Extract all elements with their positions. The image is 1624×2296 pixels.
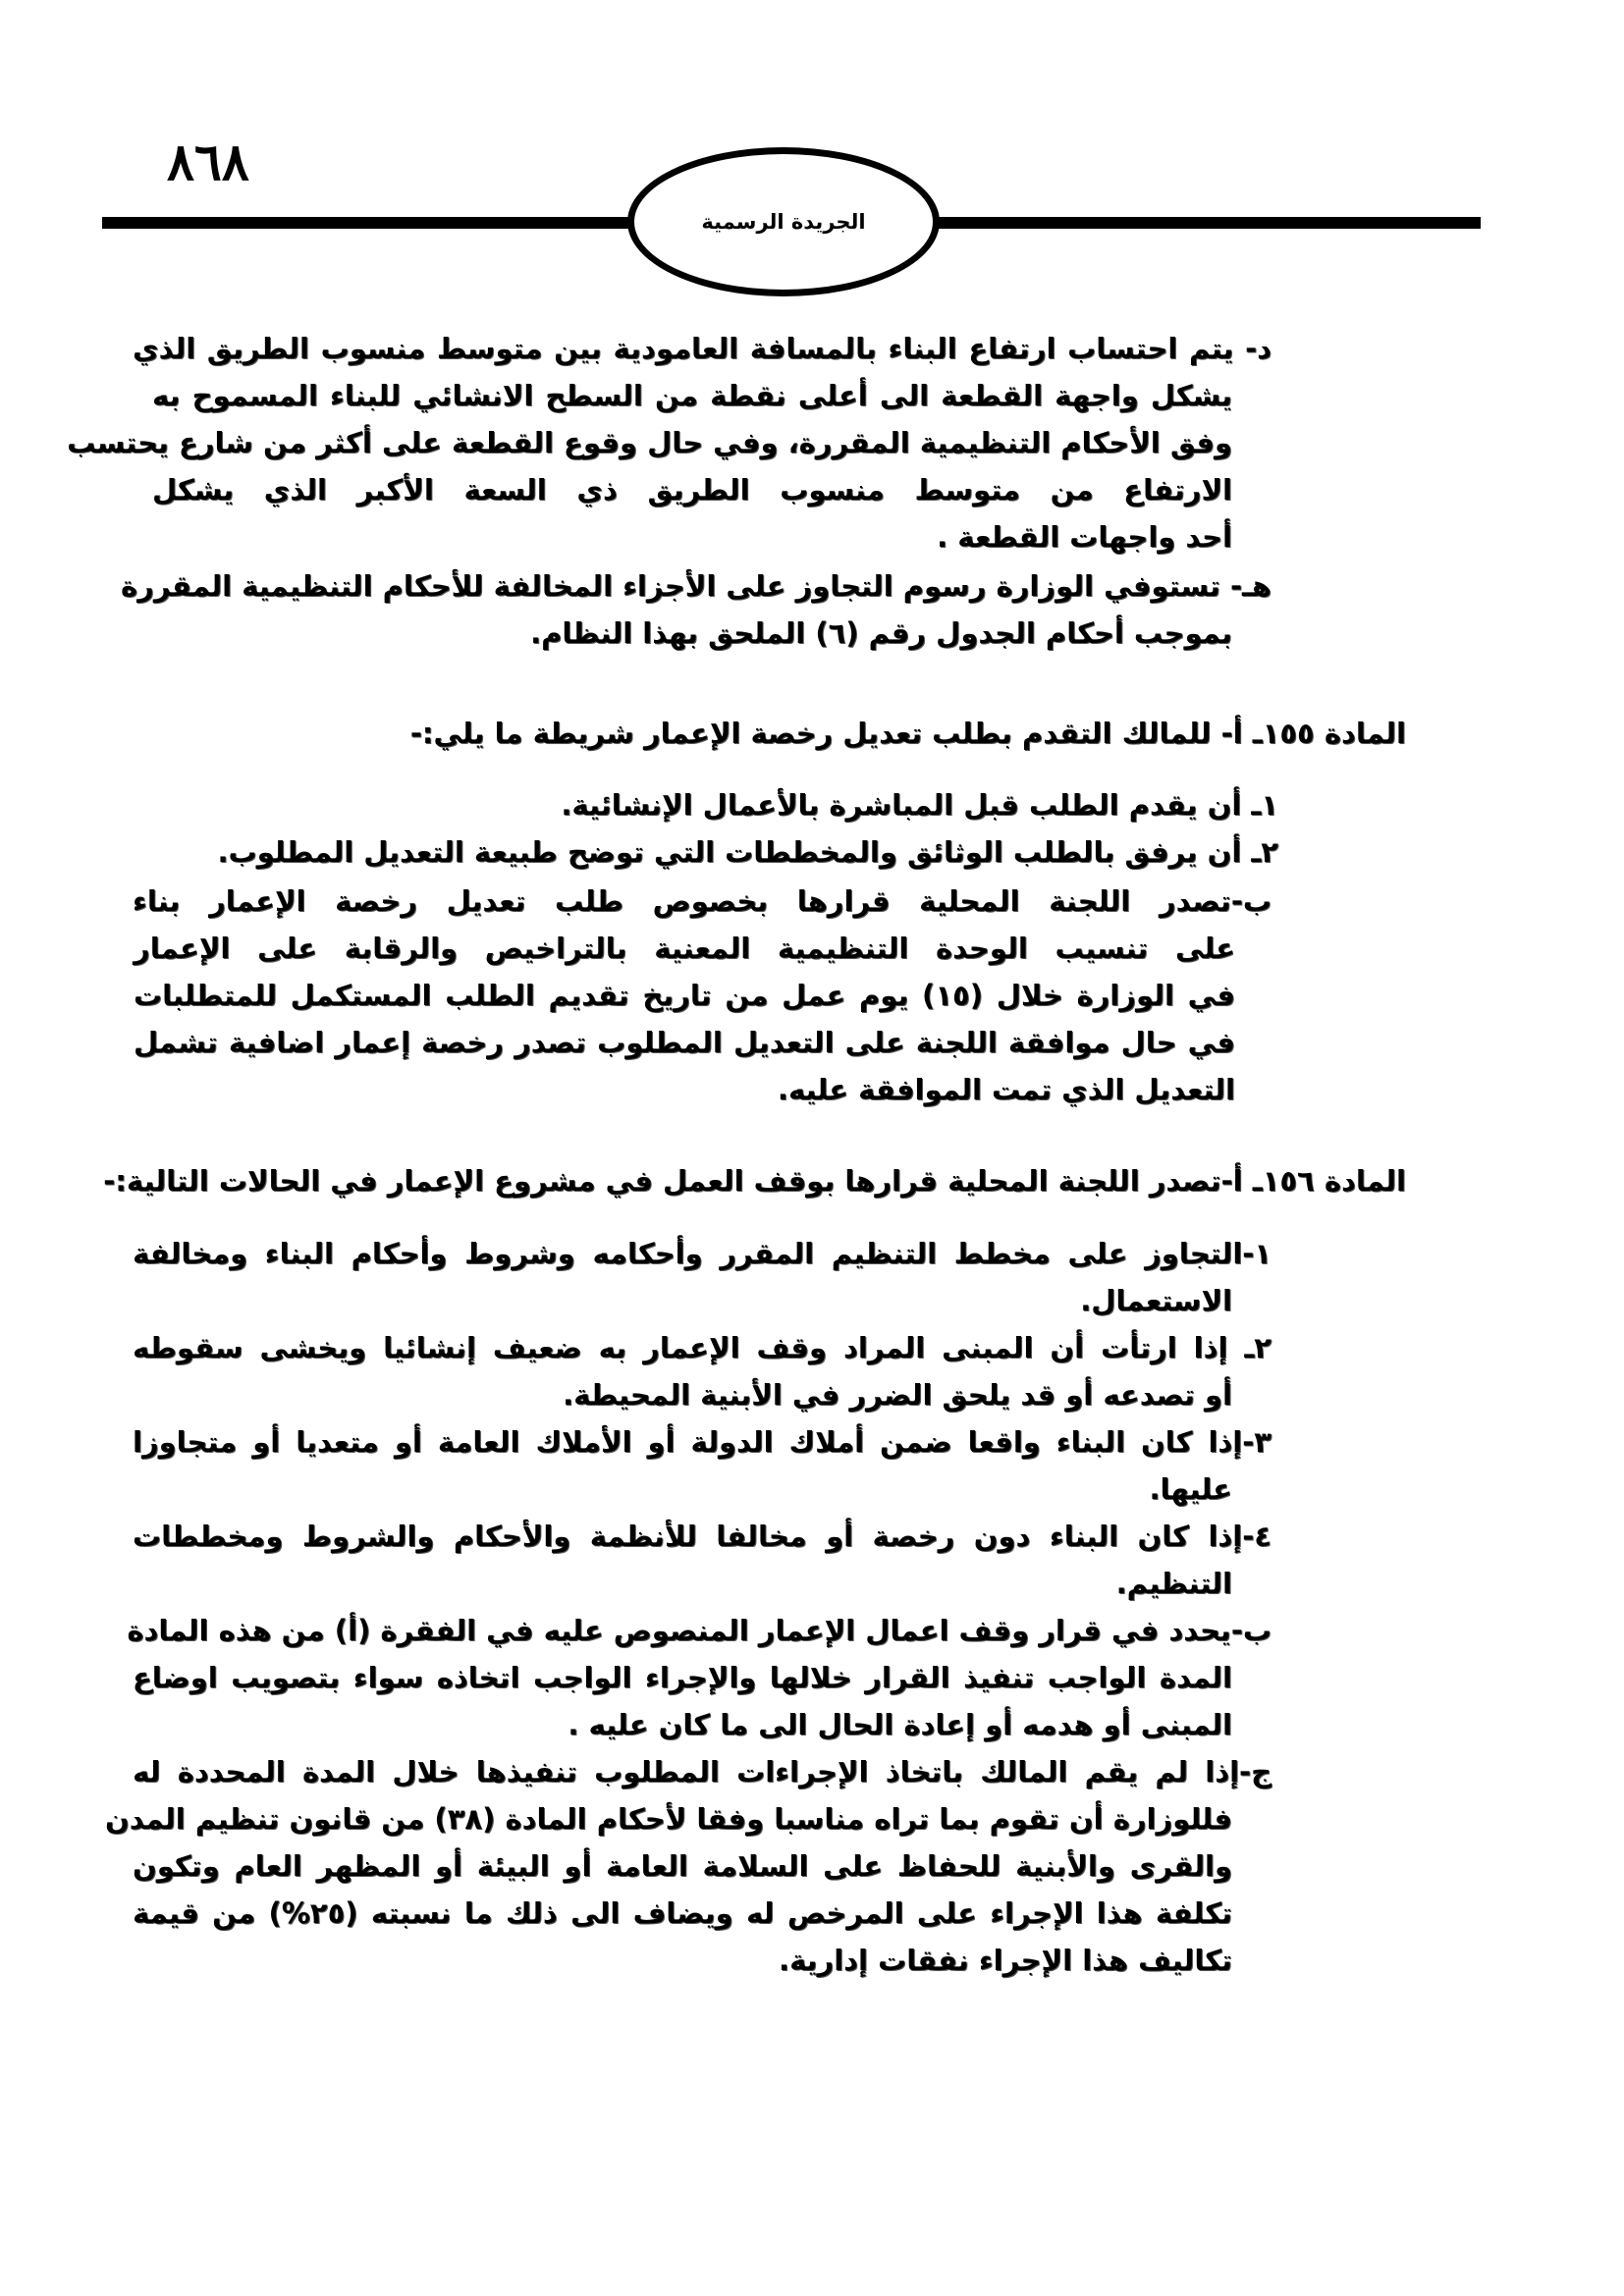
text-line: أحد واجهات القطعة . <box>937 520 1232 554</box>
text-line: هـ- تستوفي الوزارة رسوم التجاوز على الأجزاء المخالفة للأحكام التنظيمية المقررة <box>121 569 1272 603</box>
list-item: ١ـ أن يقدم الطلب قبل المباشرة بالأعمال الإنشائية. <box>561 788 1278 822</box>
list-item-continuation: أو تصدعه أو قد يلحق الضرر في الأبنية المحيطة. <box>563 1378 1232 1412</box>
text-line: وفق الأحكام التنظيمية المقررة، وفي حال وقوع القطعة على أكثر من شارع يحتسب <box>67 426 1232 459</box>
list-item: ١-التجاوز على مخطط التنظيم المقرر وأحكامه وشروط وأحكام البناء ومخالفة <box>133 1237 1272 1270</box>
article-heading: المادة ١٥٦ـ أ-تصدر اللجنة المحلية قرارها بوقف العمل في مشروع الإعمار في الحالات التالية:- <box>103 1164 1406 1198</box>
text-line: التعديل الذي تمت الموافقة عليه. <box>777 1073 1235 1106</box>
text-line: في الوزارة خلال (١٥) يوم عمل من تاريخ تقديم الطلب المستكمل للمتطلبات <box>134 979 1235 1012</box>
list-item: ٣-إذا كان البناء واقعا ضمن أملاك الدولة أو الأملاك العامة أو متعديا أو متجاوزا <box>133 1425 1272 1459</box>
list-item: ٢ـ أن يرفق بالطلب الوثائق والمخططات التي توضح طبيعة التعديل المطلوب. <box>217 835 1278 869</box>
gazette-title: الجريدة الرسمية <box>701 210 866 234</box>
text-line: المدة الواجب تنفيذ القرار خلالها والإجراء الواجب اتخاذه سواء بتصويب اوضاع <box>133 1661 1232 1694</box>
list-item-continuation: التنظيم. <box>1115 1567 1232 1600</box>
text-line: ب-تصدر اللجنة المحلية قرارها بخصوص طلب تعديل رخصة الإعمار بناء <box>133 884 1272 918</box>
text-line: فللوزارة أن تقوم بما تراه مناسبا وفقا لأحكام المادة (٣٨) من قانون تنظيم المدن <box>104 1802 1232 1836</box>
text-line: على تنسيب الوحدة التنظيمية المعنية بالتراخيص والرقابة على الإعمار <box>134 932 1235 965</box>
list-item-continuation: عليها. <box>1149 1472 1232 1506</box>
text-line: ب-يحدد في قرار وقف اعمال الإعمار المنصوص عليه في الفقرة (أ) من هذه المادة <box>127 1614 1272 1647</box>
text-line: يشكل واجهة القطعة الى أعلى نقطة من السطح الانشائي للبناء المسموح به <box>152 379 1232 412</box>
text-line: والقرى والأبنية للحفاظ على السلامة العامة أو البيئة أو المظهر العام وتكون <box>133 1849 1232 1883</box>
text-line: تكلفة هذا الإجراء على المرخص له ويضاف الى ذلك ما نسبته (٢٥%) من قيمة <box>133 1896 1232 1930</box>
list-item: ٤-إذا كان البناء دون رخصة أو مخالفا للأنظمة والأحكام والشروط ومخططات <box>133 1520 1272 1553</box>
list-item-continuation: الاستعمال. <box>1080 1284 1232 1317</box>
text-line: الارتفاع من متوسط منسوب الطريق ذي السعة الأكبر الذي يشكل <box>152 473 1232 507</box>
list-item: ٢ـ إذا ارتأت أن المبنى المراد وقف الإعمار به ضعيف إنشائيا ويخشى سقوطه <box>133 1331 1272 1364</box>
text-line: المبنى أو هدمه أو إعادة الحال الى ما كان عليه . <box>568 1708 1232 1741</box>
text-line: ج-إذا لم يقم المالك باتخاذ الإجراءات المطلوب تنفيذها خلال المدة المحددة له <box>133 1755 1272 1789</box>
text-line: في حال موافقة اللجنة على التعديل المطلوب تصدر رخصة إعمار اضافية تشمل <box>134 1026 1235 1059</box>
text-line: د- يتم احتساب ارتفاع البناء بالمسافة العامودية بين متوسط منسوب الطريق الذي <box>133 332 1272 365</box>
page-number: ٨٦٨ <box>167 133 249 192</box>
article-heading: المادة ١٥٥ـ أ- للمالك التقدم بطلب تعديل رخصة الإعمار شريطة ما يلي:- <box>409 717 1406 750</box>
text-line: بموجب أحكام الجدول رقم (٦) الملحق بهذا النظام. <box>530 616 1232 650</box>
text-line: تكاليف هذا الإجراء نفقات إدارية. <box>779 1944 1232 1977</box>
